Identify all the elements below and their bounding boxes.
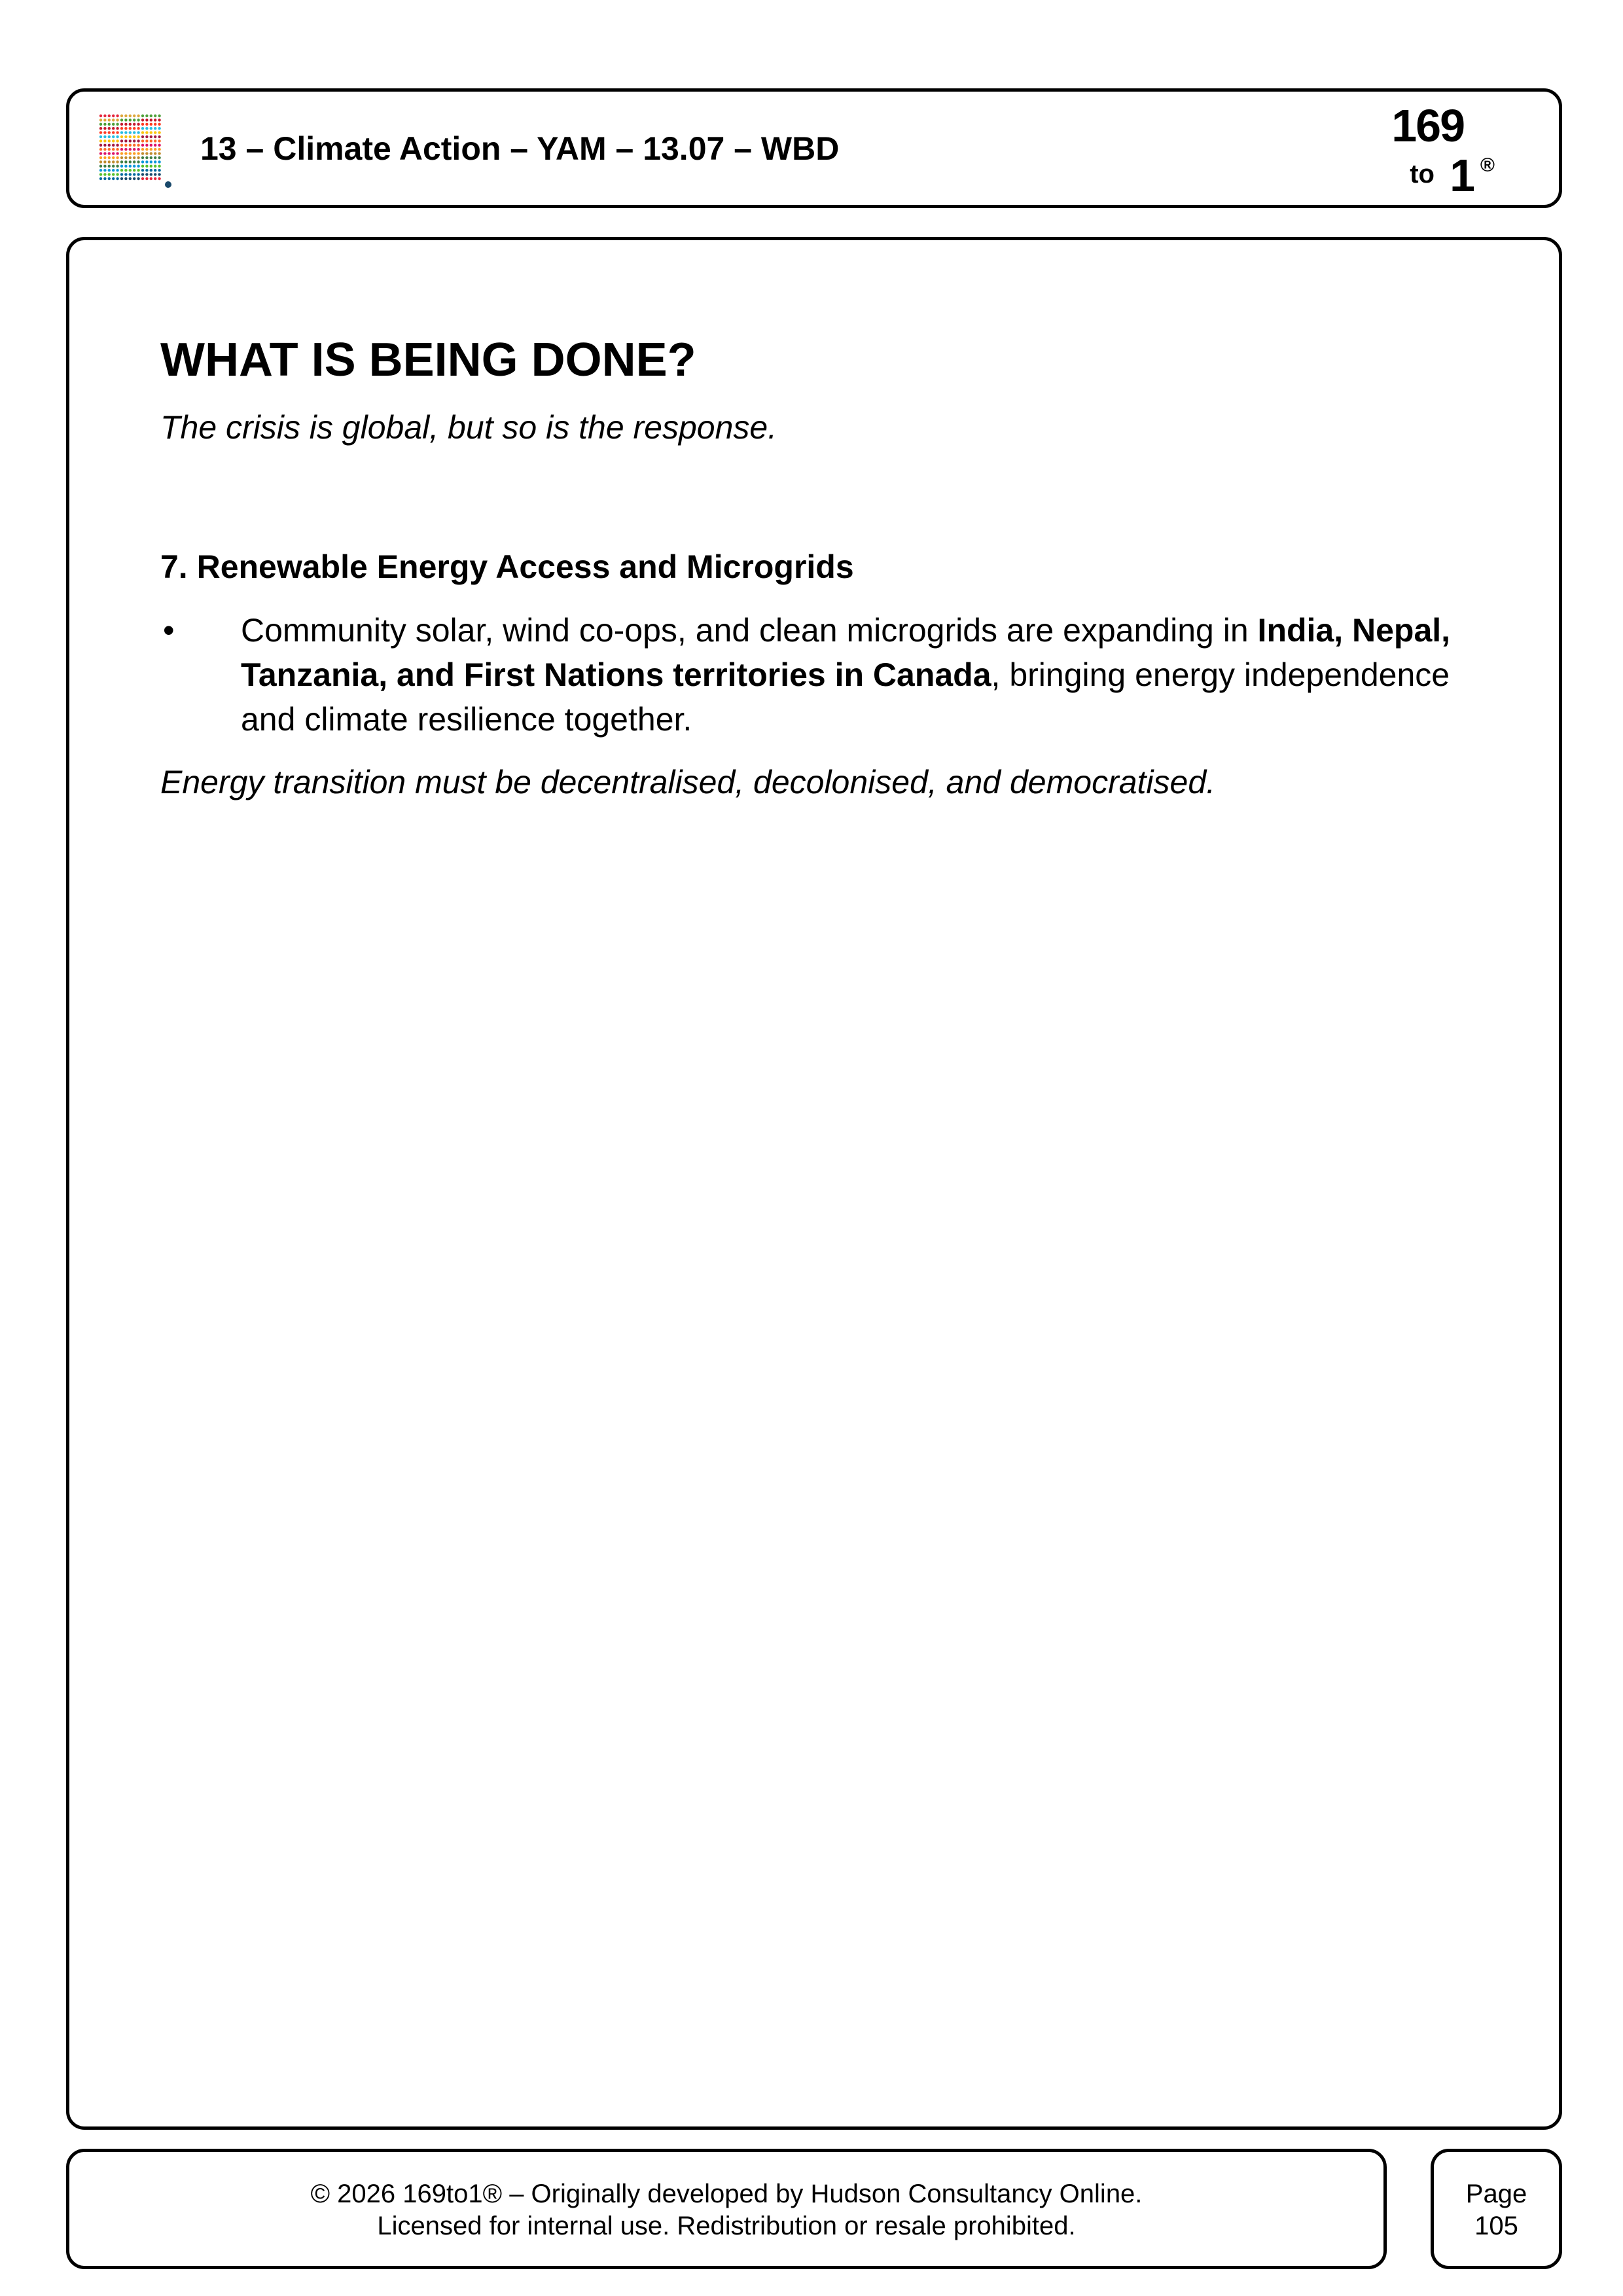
bullet-text-before: Community solar, wind co-ops, and clean microgrids are expanding in	[241, 612, 1258, 649]
page-header	[66, 88, 1562, 208]
brand-to: to	[1410, 160, 1435, 188]
bullet-text-bold: India, Nepal, Tanzania, and First Nations territories in Canada	[241, 612, 1451, 694]
header-title: 13 – Climate Action – YAM – 13.07 – WBD	[200, 130, 840, 167]
brand-one: 1	[1450, 150, 1475, 201]
section-heading: 7. Renewable Energy Access and Microgrids	[160, 548, 854, 586]
page-number: 105	[1474, 2212, 1518, 2240]
page-number-text	[1434, 2178, 1559, 2242]
copyright-line: © 2026 169to1® – Originally developed by Hudson Consultancy Online.	[310, 2179, 1143, 2208]
bullet-marker: •	[163, 612, 175, 649]
brand-logo	[1369, 99, 1500, 204]
page-title: WHAT IS BEING DONE?	[160, 334, 696, 386]
brand-registered-mark: ®	[1480, 154, 1495, 176]
footer-text	[69, 2178, 1383, 2242]
brand-number: 169	[1391, 100, 1464, 151]
list-item	[160, 608, 1489, 742]
page-number-box	[1431, 2149, 1562, 2269]
page-footer	[66, 2149, 1387, 2269]
page-label: Page	[1465, 2179, 1527, 2208]
license-line: Licensed for internal use. Redistribution or resale prohibited.	[377, 2212, 1076, 2240]
bullet-text-after: , bringing energy independence and climate resilience together.	[241, 656, 1450, 738]
content-panel	[66, 237, 1562, 2130]
page-subtitle: The crisis is global, but so is the response.	[160, 409, 777, 446]
bullet-list	[160, 608, 1489, 742]
content-body	[160, 332, 1489, 804]
sdg-dot-grid-logo	[99, 114, 172, 188]
closing-statement: Energy transition must be decentralised, decolonised, and democratised.	[160, 764, 1216, 801]
